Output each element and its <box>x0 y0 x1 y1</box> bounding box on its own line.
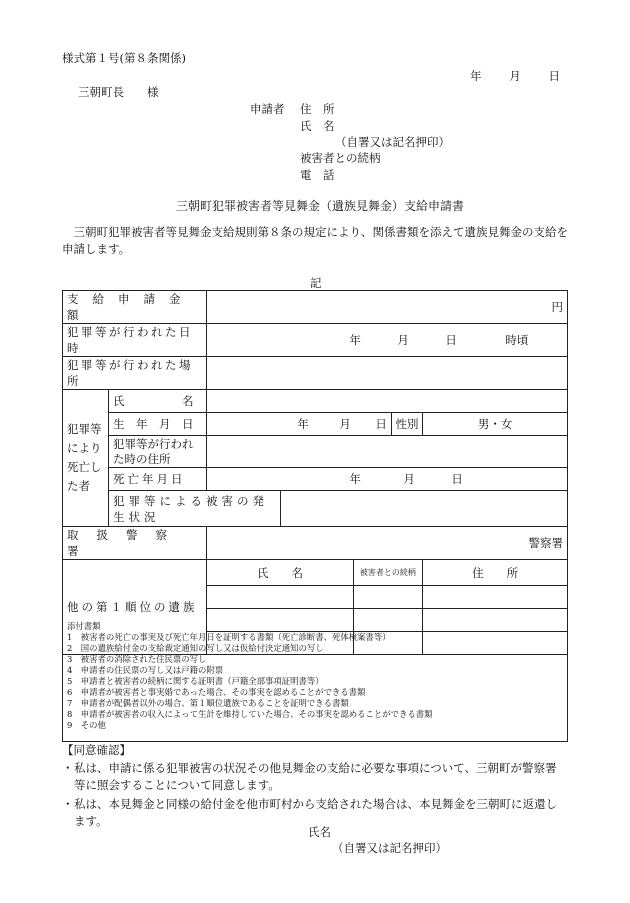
sex-label: 性別 <box>391 413 422 436</box>
deceased-name-label: 氏 名 <box>108 390 206 413</box>
bottom-name: 氏名 <box>308 825 331 839</box>
amount-label: 支給申請金額 <box>63 291 207 324</box>
damage-label: 犯罪等による被害の発生状況 <box>108 491 280 527</box>
heir-1-address[interactable] <box>423 586 568 609</box>
applicant-relation: 被害者との続柄 <box>300 151 381 165</box>
date-line <box>470 68 560 84</box>
applicant-label: 申請者 <box>250 102 285 116</box>
deceased-name-field[interactable] <box>207 390 568 413</box>
form-number: 様式第１号(第８条関係) <box>62 51 186 65</box>
heirs-header-relation: 被害者との続柄 <box>353 560 422 586</box>
row-police <box>63 527 568 560</box>
deceased-label: 犯罪等により死亡した者 <box>63 390 109 527</box>
birth-month: 月 <box>339 417 351 431</box>
attachment-item: 5 申請者と被害者の続柄に関する証明書（戸籍全部事項証明書等） <box>67 676 324 686</box>
applicant-sign-note: （自署又は記名押印） <box>335 135 450 149</box>
attachment-item: 6 申請者が被害者と事実婚であった場合、その事実を認めることができる書類 <box>67 687 366 697</box>
heirs-header-address: 住 所 <box>423 560 568 586</box>
attachment-item: 1 被害者の死亡の事実及び死亡年月日を証明する書類（死亡診断書、死体検案書等） <box>67 632 391 642</box>
intro-text: 三朝町犯罪被害者等見舞金支給規則第８条の規定により、関係書類を添えて遺族見舞金の支給を申請します。 <box>62 225 568 256</box>
date-day: 日 <box>548 69 560 83</box>
heirs-label: 他の第１順位の遺族 <box>63 560 207 655</box>
birth-day: 日 <box>375 417 387 431</box>
heir-1-relation[interactable] <box>353 586 422 609</box>
dt-year: 年 <box>349 333 361 347</box>
bottom-sign-note: （自署又は記名押印） <box>332 841 447 855</box>
row-deceased-name <box>63 390 568 413</box>
death-date-label: 死亡年月日 <box>108 468 206 491</box>
birth-year: 年 <box>297 417 309 431</box>
police-label: 取扱警察署 <box>63 527 207 560</box>
applicant-phone: 電 話 <box>300 168 335 182</box>
date-year: 年 <box>470 69 482 83</box>
bullet-icon: ・ <box>62 761 74 775</box>
death-month: 月 <box>403 472 415 486</box>
applicant-name: 氏 名 <box>300 119 335 133</box>
death-day: 日 <box>451 472 463 486</box>
dt-month: 月 <box>397 333 409 347</box>
row-deceased-address <box>63 436 568 468</box>
ki-label: 記 <box>310 276 322 290</box>
row-death-date <box>63 468 568 491</box>
consent-text-2: 私は、本見舞金と同様の給付金を他市町村から支給された場合は、本見舞金を三朝町に返還します。 <box>74 797 557 828</box>
consent-title: 【同意確認】 <box>62 743 131 757</box>
dt-hour: 時頃 <box>505 333 529 347</box>
attachment-item: 4 申請者の住民票の写し又は戸籍の附票 <box>67 665 224 675</box>
police-field[interactable] <box>207 527 568 560</box>
attachment-item: 7 申請者が配偶者以外の場合、第１順位遺族であることを証明できる書類 <box>67 698 349 708</box>
attachments-title: 添付書類 <box>67 621 101 631</box>
heir-1-name[interactable] <box>207 586 353 609</box>
heirs-header-name: 氏 名 <box>207 560 353 586</box>
police-unit: 警察署 <box>528 536 563 550</box>
sex-value[interactable]: 男・女 <box>423 413 568 436</box>
attachment-item: 3 被害者の消除された住民票の写し <box>67 654 207 664</box>
document-title: 三朝町犯罪被害者等見舞金（遺族見舞金）支給申請書 <box>176 199 465 213</box>
row-heirs-header <box>63 560 568 586</box>
place-label: 犯罪等が行われた場所 <box>63 357 207 390</box>
date-month: 月 <box>509 69 521 83</box>
addressee: 三朝町長 様 <box>78 85 159 99</box>
row-amount <box>63 291 568 324</box>
datetime-field[interactable] <box>207 324 568 357</box>
row-place <box>63 357 568 390</box>
deceased-birth-field[interactable] <box>207 413 392 436</box>
death-date-field[interactable] <box>207 468 568 491</box>
amount-unit: 円 <box>551 300 563 314</box>
damage-field[interactable] <box>281 491 568 527</box>
application-table <box>62 290 568 655</box>
consent-text-1: 私は、申請に係る犯罪被害の状況その他見舞金の支給に必要な事項について、三朝町が警察署等に照会することについて同意します。 <box>74 761 557 792</box>
bullet-icon: ・ <box>62 797 74 811</box>
deceased-birth-label: 生 年 月 日 <box>108 413 206 436</box>
attachments-box <box>62 619 568 742</box>
consent-item-1 <box>62 760 568 794</box>
row-damage <box>63 491 568 527</box>
applicant-address: 住 所 <box>300 102 335 116</box>
dt-day: 日 <box>445 333 457 347</box>
attachment-item: 8 申請者が被害者の収入によって生計を維持していた場合、その事実を認めることができる書類 <box>67 709 433 719</box>
attachment-item: 9 その他 <box>67 720 106 730</box>
deceased-address-label: 犯罪等が行われた時の住所 <box>108 436 206 468</box>
death-year: 年 <box>349 472 361 486</box>
row-deceased-birth <box>63 413 568 436</box>
attachment-item: 2 国の遺族給付金の支給裁定通知の写し又は仮給付決定通知の写し <box>67 643 324 653</box>
row-datetime <box>63 324 568 357</box>
deceased-address-field[interactable] <box>207 436 568 468</box>
place-field[interactable] <box>207 357 568 390</box>
amount-field[interactable] <box>207 291 568 324</box>
datetime-label: 犯罪等が行われた日時 <box>63 324 207 357</box>
